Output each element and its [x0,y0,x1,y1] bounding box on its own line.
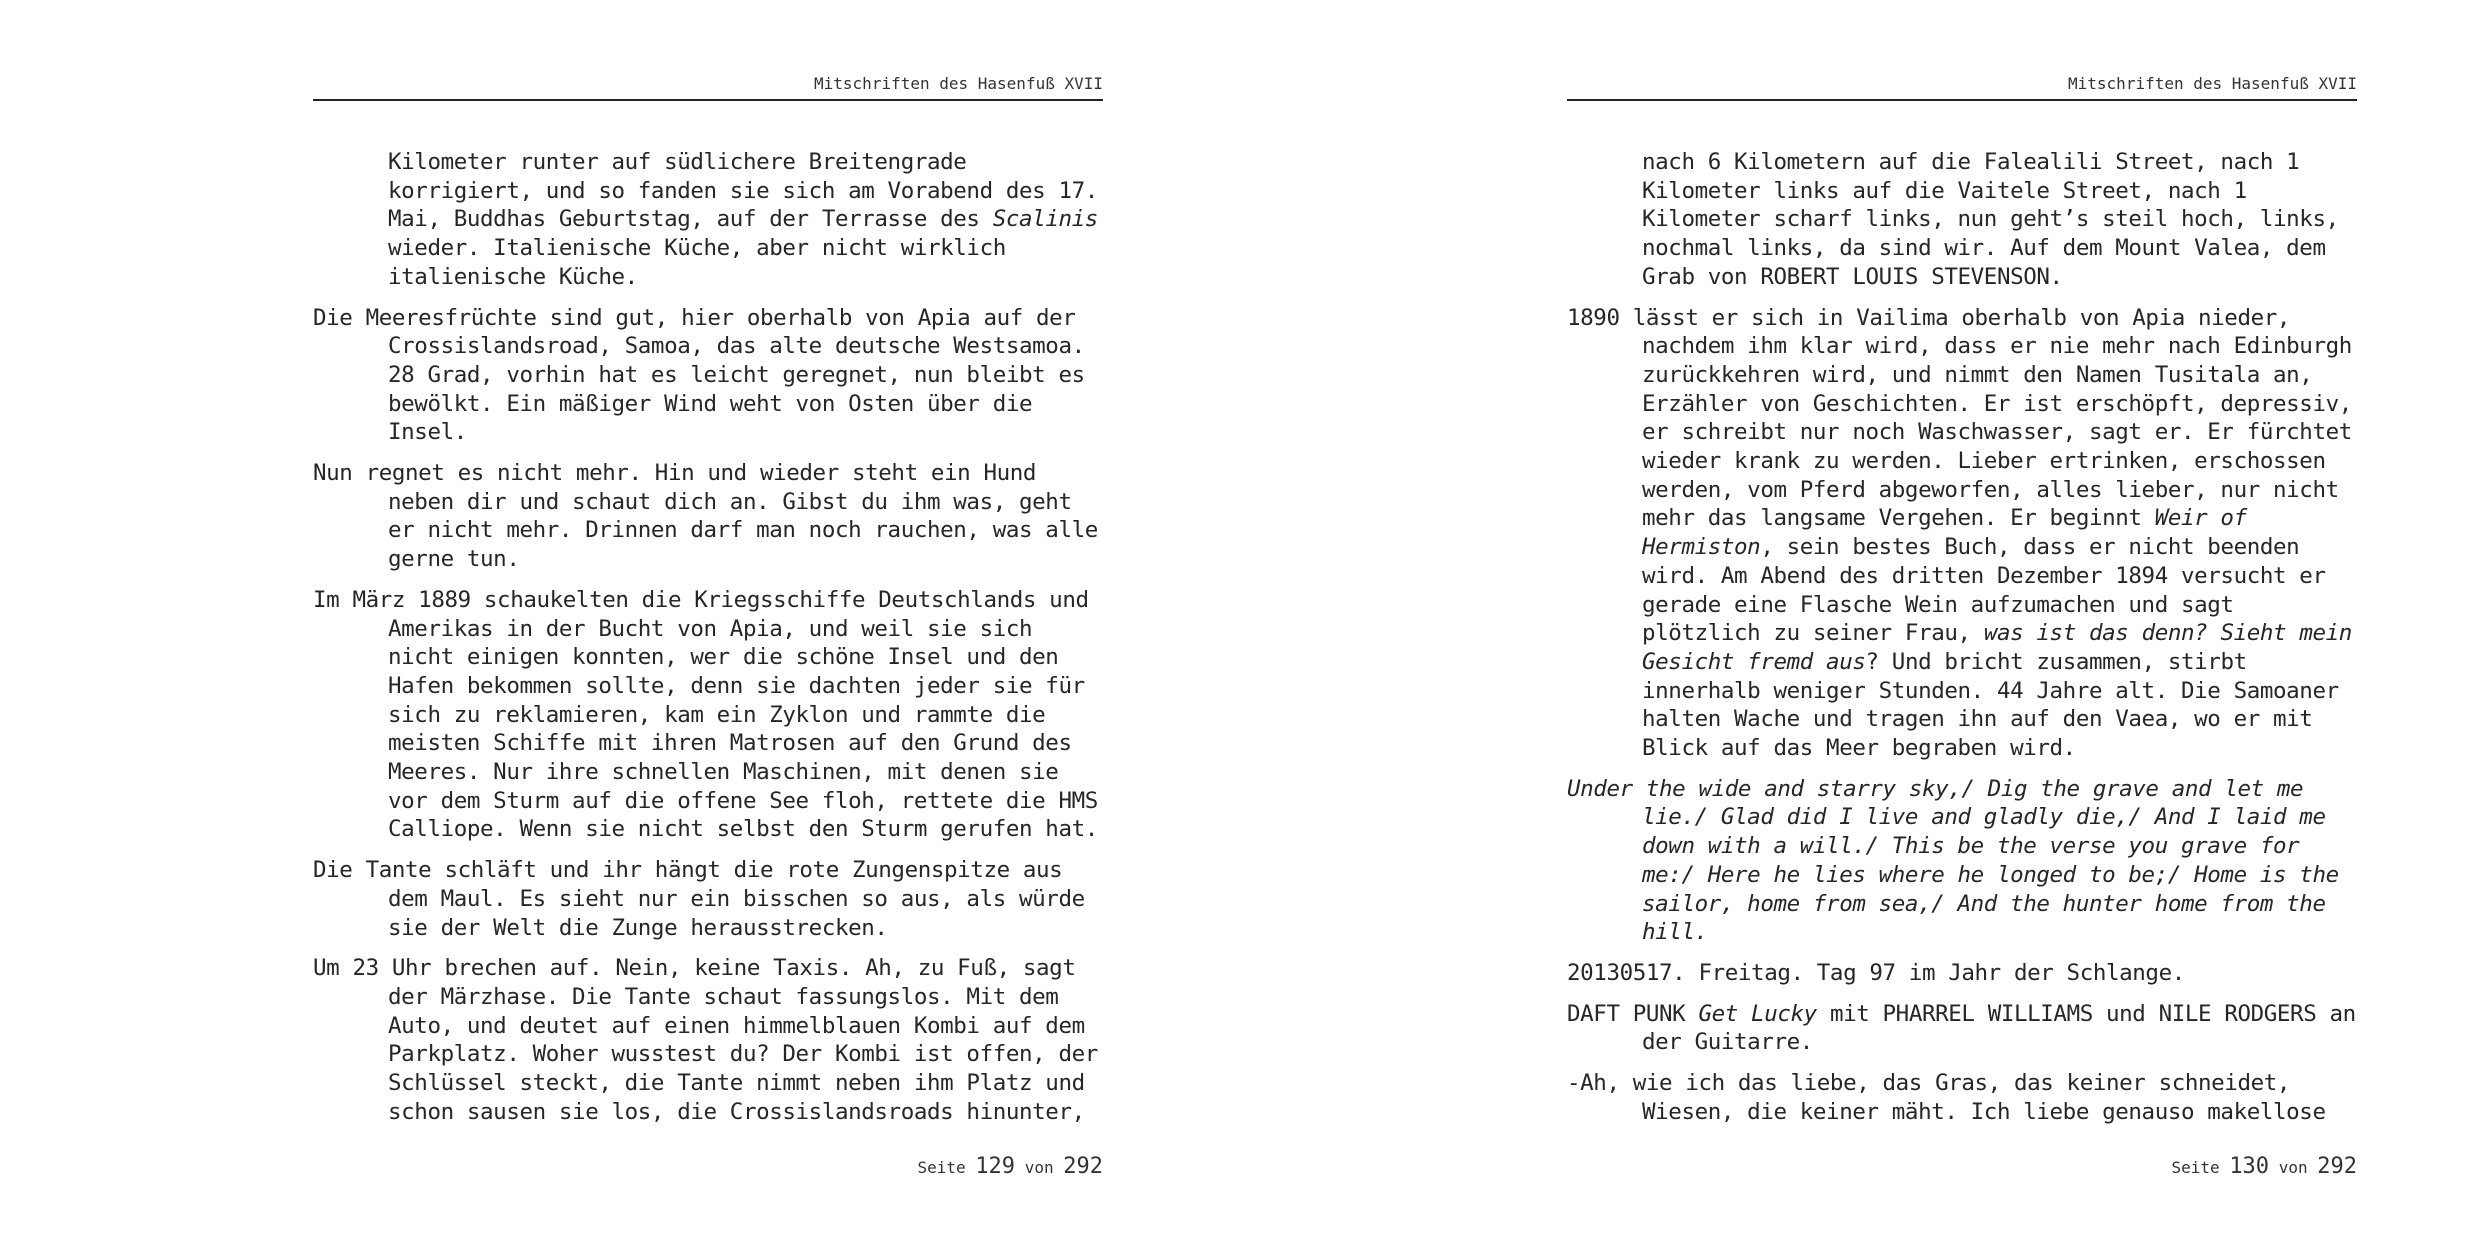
paragraph [313,304,1103,448]
italic-text: Under the wide and starry sky,/ Dig the grave and let me lie./ Glad did I live and gladly die,/ And I laid me down with a will./ This be the verse you grave for me:/ Here he lies where he longed to be;/ Home is the sailor, home from sea,/ And the hunter home from the hill. [1567,775,2339,946]
text-run: Nun regnet es nicht mehr. Hin und wieder steht ein Hund neben dir und schaut dich an. Gibst du ihm was, geht er nicht mehr. Drinnen darf man noch rauchen, was alle gerne tun. [313,460,1098,573]
page-label: Seite [2171,1158,2220,1177]
text-run: ? Und bricht zusammen, stirbt innerhalb weniger Stunden. 44 Jahre alt. Die Samoaner halten Wache und tragen ihn auf den Vaea, wo er mit Blick auf das Meer begraben wird. [1642,648,2339,762]
paragraph [1567,775,2357,947]
text-run: DAFT PUNK [1567,1000,1699,1027]
current-page-number: 129 [975,1154,1016,1179]
italic-text: Get Lucky [1698,1000,1817,1027]
text-run: 20130517. Freitag. Tag 97 im Jahr der Schlange. [1567,959,2185,986]
paragraph [1567,148,2357,292]
text-run: Um 23 Uhr brechen auf. Nein, keine Taxis. Ah, zu Fuß, sagt der Märzhase. Die Tante schaut fassungslos. Mit dem Auto, und deutet auf einen himmelblauen Kombi auf dem Parkplatz. Woher wusstest du? Der Kombi ist offen, der Schlüssel steckt, die Tante nimmt neben ihm Platz und schon sausen sie los, die Crossislandsroads hinunter, [313,955,1098,1125]
page-number [2172,1154,2358,1179]
italic-text: Scalinis [992,206,1098,233]
right-page [1567,0,2357,1240]
text-run: Kilometer runter auf südlichere Breitengrade korrigiert, und so fanden sie sich am Vorabend des 17. Mai, Buddhas Geburtstag, auf der Terrasse des [388,149,1098,233]
current-page-number: 130 [2229,1154,2270,1179]
paragraph [313,856,1103,942]
text-run: wieder. Italienische Küche, aber nicht wirklich italienische Küche. [388,235,1006,290]
paragraph [1567,304,2357,763]
paragraph [1567,959,2357,988]
text-run: Im März 1889 schaukelten die Kriegsschiffe Deutschlands und Amerikas in der Bucht von Apia, und weil sie sich nicht einigen konnten, wer die schöne Insel und den Hafen bekommen sollte, denn sie dachten jeder sie für sich zu reklamieren, kam ein Zyklon und rammte die meisten Schiffe mit ihren Matrosen auf den Grund des Meeres. Nur ihre schnellen Maschinen, mit denen sie vor dem Sturm auf die offene See floh, rettete die HMS Calliope. Wenn sie nicht selbst den Sturm gerufen hat. [313,586,1098,843]
paragraph [313,954,1103,1126]
total-pages: 292 [1063,1154,1103,1179]
total-pages: 292 [2317,1154,2357,1179]
text-run: 1890 lässt er sich in Vailima oberhalb von Apia nieder, nachdem ihm klar wird, dass er nie mehr nach Edinburgh zurückkehren wird, und nimmt den Namen Tusitala an, Erzähler von Geschichten. Er ist erschöpft, depressiv, er schreibt nur noch Waschwasser, sagt er. Er fürchtet wieder krank zu werden. Lieber ertrinken, erschossen werden, vom Pferd abgeworfen, alles lieber, nur nicht mehr das langsame Vergehen. Er beginnt [1567,304,2352,532]
paragraph [1567,1069,2357,1126]
italic-text: Weir of Hermiston [1642,505,2247,561]
paragraph [1567,1000,2357,1057]
text-run: -Ah, wie ich das liebe, das Gras, das keiner schneidet, Wiesen, die keiner mäht. Ich liebe genauso makellose [1567,1070,2326,1125]
page-number [918,1154,1104,1179]
text-run: mit PHARREL WILLIAMS und NILE RODGERS an der Guitarre. [1642,1000,2356,1056]
page-of-label: von [1024,1158,1054,1177]
left-page [313,0,1103,1240]
italic-text: was ist das denn? Sieht mein Gesicht fremd aus [1642,620,2352,675]
text-run: nach 6 Kilometern auf die Falealili Street, nach 1 Kilometer links auf die Vaitele Street, nach 1 Kilometer scharf links, nun geht’s steil hoch, links, nochmal links, da sind wir. Auf dem Mount Valea, dem Grab von ROBERT LOUIS STEVENSON. [1642,149,2339,290]
page-of-label: von [2278,1158,2308,1177]
running-head: Mitschriften des Hasenfuß XVII [313,74,1103,101]
page-body [313,148,1103,1139]
text-run: Die Meeresfrüchte sind gut, hier oberhalb von Apia auf der Crossislandsroad, Samoa, das alte deutsche Westsamoa. 28 Grad, vorhin hat es leicht geregnet, nun bleibt es bewölkt. Ein mäßiger Wind weht von Osten über die Insel. [313,304,1085,446]
paragraph [313,148,1103,292]
paragraph [313,459,1103,574]
text-run: Die Tante schläft und ihr hängt die rote Zungenspitze aus dem Maul. Es sieht nur ein bisschen so aus, als würde sie der Welt die Zunge herausstrecken. [313,857,1085,941]
paragraph [313,586,1103,844]
page-label: Seite [917,1158,966,1177]
text-run: , sein bestes Buch, dass er nicht beenden wird. Am Abend des dritten Dezember 1894 versucht er gerade eine Flasche Wein aufzumachen und sagt plötzlich zu seiner Frau, [1642,534,2326,647]
running-head: Mitschriften des Hasenfuß XVII [1567,74,2357,101]
page-body [1567,148,2357,1139]
